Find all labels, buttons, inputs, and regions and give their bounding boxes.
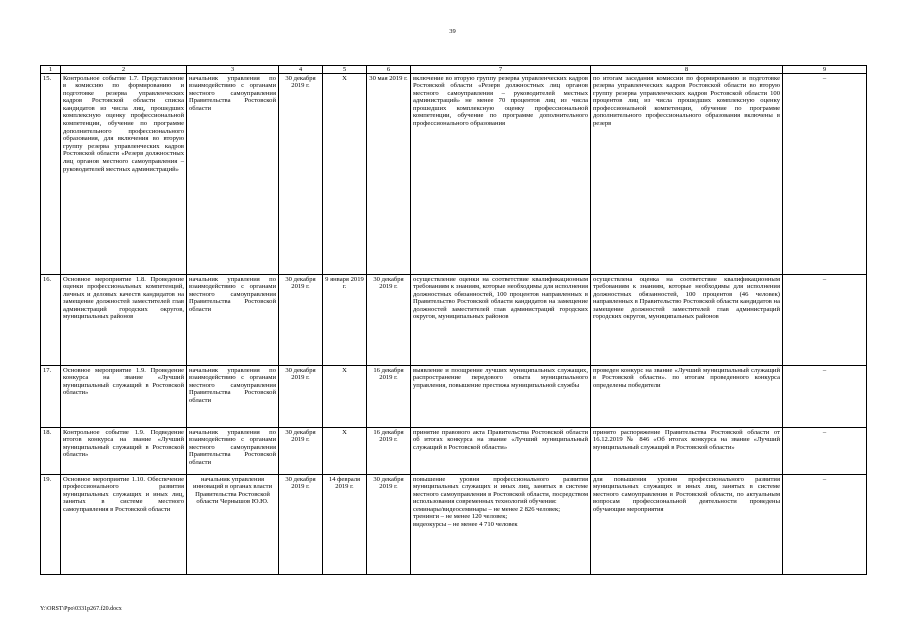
col-header-2: 2 <box>61 66 187 74</box>
date-start: X <box>323 74 367 275</box>
planned-result: включение во вторую группу резерва управленческих кадров Ростовской области «Резерв должностных лиц органов местного самоуправления – руководителей местных администраций» не менее 70 процентов лиц из числа прошедших комплексную оценку профессиональной компетенции, обучение по программе дополнительного профессионального образования <box>411 74 591 275</box>
event-name: Основное мероприятие 1.10. Обеспечение профессионального развития муниципальных служащих и иных лиц, занятых в системе местного самоуправления в Ростовской области <box>61 475 187 575</box>
table-row <box>41 475 867 575</box>
responsible: начальник управления по взаимодействию с органами местного самоуправления Правительства Ростовской области <box>187 74 279 275</box>
col-header-9: 9 <box>783 66 867 74</box>
table-row <box>41 275 867 366</box>
col-header-1: 1 <box>41 66 61 74</box>
date-end: 30 мая 2019 г. <box>367 74 411 275</box>
row-number: 16. <box>41 275 61 366</box>
date-start: 9 января 2019 г. <box>323 275 367 366</box>
col-header-3: 3 <box>187 66 279 74</box>
row-number: 15. <box>41 74 61 275</box>
col-header-6: 6 <box>367 66 411 74</box>
event-name: Основное мероприятие 1.9. Проведение конкурса на звание «Лучший муниципальный служащий в Ростовской области» <box>61 366 187 428</box>
date-start: X <box>323 366 367 428</box>
planned-item: тренинги – не менее 120 человек; <box>413 513 508 521</box>
date-end: 30 декабря 2019 г. <box>367 475 411 575</box>
actual-result: принято распоряжение Правительства Ростовской области от 16.12.2019 № 846 «Об итогах конкурса на звание «Лучший муниципальный служащий в Ростовской области» <box>591 428 783 475</box>
event-name: Контрольное событие 1.9. Подведение итогов конкурса на звание «Лучший муниципальный служащий в Ростовской области» <box>61 428 187 475</box>
file-path-footer: Y:\ORST\Ppo\0331p267.f20.docx <box>40 606 122 612</box>
note: – <box>783 74 867 275</box>
table-row <box>41 428 867 475</box>
note: – <box>783 428 867 475</box>
note: – <box>783 475 867 575</box>
col-header-7: 7 <box>411 66 591 74</box>
note: – <box>783 275 867 366</box>
actual-result: для повышения уровня профессионального развития муниципальных служащих и иных лиц, занятых в системе местного самоуправления в Ростовской области, по актуальным вопросам профессиональной деятельности проведены обучающие мероприятия <box>591 475 783 575</box>
report-table <box>40 65 867 575</box>
date-plan: 30 декабря 2019 г. <box>279 475 323 575</box>
actual-result: по итогам заседания комиссии по формированию и подготовке резерва управленческих кадров Ростовской области во вторую группу резерва управленческих кадров Ростовской области 100 процентов лиц из числа прошедших комплексную оценку профессиональной компетенции, обучение по программе дополнительного профессионального образования включены в резерв <box>591 74 783 275</box>
date-end: 16 декабря 2019 г. <box>367 366 411 428</box>
note: – <box>783 366 867 428</box>
row-number: 17. <box>41 366 61 428</box>
date-end: 30 декабря 2019 г. <box>367 275 411 366</box>
event-name: Основное мероприятие 1.8. Проведение оценки профессиональных компетенций, личных и деловых качеств кандидатов на замещение должностей заместителей глав администраций городских округов, муниципальных районов <box>61 275 187 366</box>
event-name: Контрольное событие 1.7. Представление в комиссию по формированию и подготовке резерва управленческих кадров Ростовской области списка кандидатов из числа лиц, прошедших комплексную оценку профессиональной компетенции, обучение по программе дополнительного профессионального образования, для включения во вторую группу резерва управленческих кадров Ростовской области «Резерв должностных лиц органов местного самоуправления – руководителей местных администраций» <box>61 74 187 275</box>
col-header-5: 5 <box>323 66 367 74</box>
header-row <box>41 66 867 74</box>
date-plan: 30 декабря 2019 г. <box>279 74 323 275</box>
col-header-4: 4 <box>279 66 323 74</box>
date-end: 16 декабря 2019 г. <box>367 428 411 475</box>
table-row <box>41 74 867 275</box>
planned-result: осуществление оценки на соответствие квалификационным требованиям к знаниям, которые необходимы для исполнения должностных обязанностей, 100 процентов направленных в Правительство Ростовской области кандидатов на замещение должностей заместителей глав администраций городских округов, муниципальных районов <box>411 275 591 366</box>
planned-result: принятие правового акта Правительства Ростовской области об итогах конкурса на звание «Лучший муниципальный служащий в Ростовской области» <box>411 428 591 475</box>
responsible: начальник управления по взаимодействию с органами местного самоуправления Правительства Ростовской области <box>187 275 279 366</box>
responsible: начальник управления по взаимодействию с органами местного самоуправления Правительства Ростовской области <box>187 428 279 475</box>
planned-result: выявление и поощрение лучших муниципальных служащих, распространение передового опыта муниципального управления, повышение престижа муниципальной службы <box>411 366 591 428</box>
actual-result: проведен конкурс на звание «Лучший муниципальный служащий в Ростовской области». по итогам проведенного конкурса определены победители <box>591 366 783 428</box>
date-plan: 30 декабря 2019 г. <box>279 275 323 366</box>
date-start: X <box>323 428 367 475</box>
date-plan: 30 декабря 2019 г. <box>279 428 323 475</box>
planned-result-text: повышение уровня профессионального развития муниципальных служащих и иных лиц, занятых в системе местного самоуправления в Ростовской области, посредством использования современных технологий обучения: <box>413 475 588 506</box>
planned-item: семинары/видеосеминары – не менее 2 826 человек; <box>413 505 561 513</box>
row-number: 19. <box>41 475 61 575</box>
planned-item: видеокурсы – не менее 4 710 человек <box>413 521 518 529</box>
responsible: начальник управления по взаимодействию с органами местного самоуправления Правительства Ростовской области <box>187 366 279 428</box>
actual-result: осуществлена оценка на соответствие квалификационным требованиям к знаниям, которые необходимы для исполнения должностных обязанностей, 100 процентов (46 человек) направленных в Правительство Ростовской области кандидатов на замещение должностей заместителей глав администраций городских округов, муниципальных районов <box>591 275 783 366</box>
row-number: 18. <box>41 428 61 475</box>
responsible: начальник управления инноваций в органах власти Правительства Ростовской области Чернышов Ю.Ю. <box>187 475 279 575</box>
planned-result <box>411 475 591 575</box>
table-row <box>41 366 867 428</box>
date-start: 14 февраля 2019 г. <box>323 475 367 575</box>
col-header-8: 8 <box>591 66 783 74</box>
page-number: 39 <box>449 28 456 35</box>
date-plan: 30 декабря 2019 г. <box>279 366 323 428</box>
